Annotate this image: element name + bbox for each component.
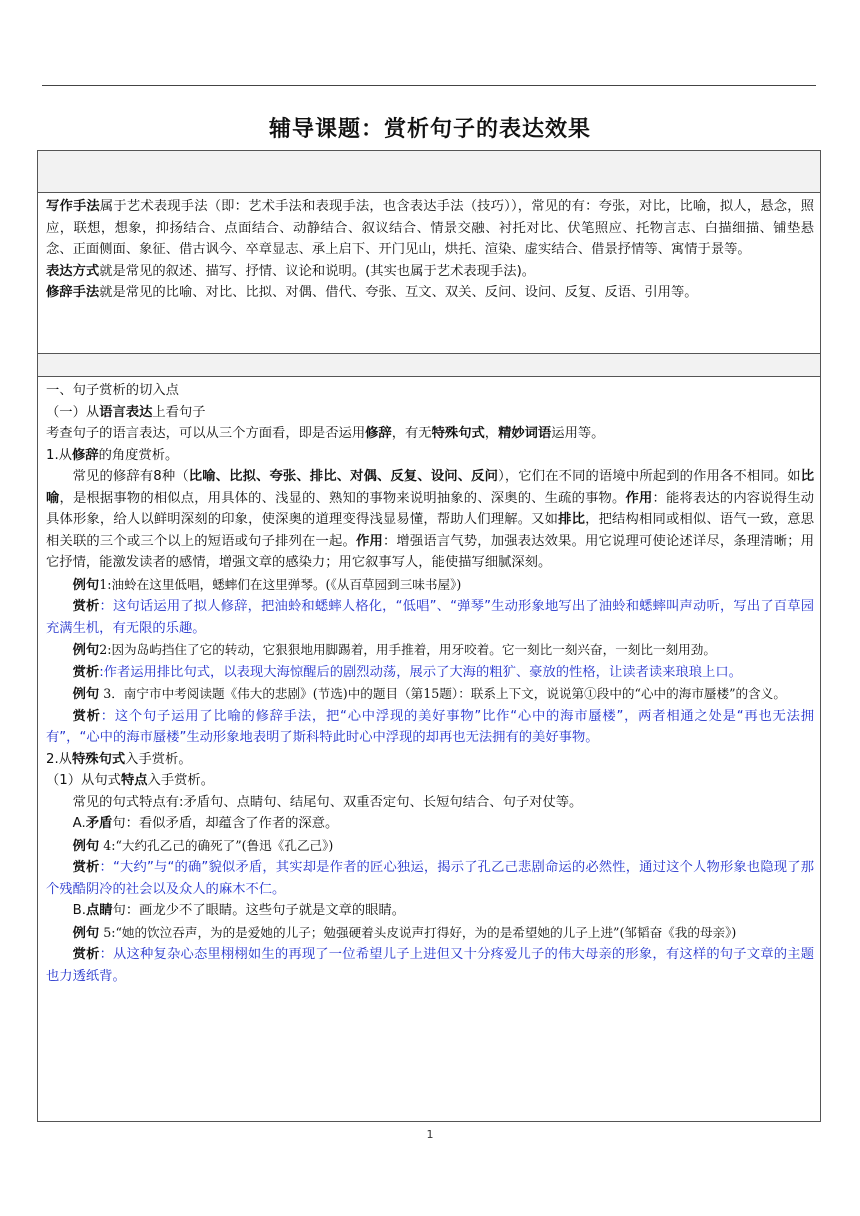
analysis-5: 赏析：从这种复杂心态里栩栩如生的再现了一位希望儿子上进但又十分疼爱儿子的伟大母亲的形象，有这样的句子文章的主题也力透纸背。: [46, 947, 815, 984]
header-rule: [42, 85, 816, 86]
table-header-band: [38, 151, 820, 193]
analysis-3: 赏析：这个句子运用了比喻的修辞手法，把“心中浮现的美好事物”比作“心中的海市蜃楼”，两者相通之处是“再也无法拥有”，“心中的海市蜃楼”生动形象地表明了斯科特此时心中浮现的却再也无法拥有的美好事物。: [46, 708, 814, 745]
table-divider-band: [38, 353, 820, 377]
example-5: 例句 5:“她的饮泣吞声，为的是爱她的儿子；勉强硬着头皮说声打得好，为的是希望她的儿子上进”(邹韬奋《我的母亲》): [72, 924, 737, 941]
sentence-types-para: 常见的句式特点有:矛盾句、点睛句、结尾句、双重否定句、长短句结合、句子对仗等。: [72, 794, 583, 810]
heading-4: 2.从特殊句式入手赏析。: [46, 751, 192, 767]
contradiction-para: A.矛盾句：看似矛盾，却蕴含了作者的深意。: [72, 816, 339, 831]
example-1: 例句1:油蛉在这里低唱，蟋蟀们在这里弹琴。(《从百草园到三味书屋》): [72, 576, 462, 593]
example-2: 例句2:因为岛屿挡住了它的转动，它狠狠地用脚踢着，用手推着，用牙咬着。它一刻比一刻兴奋，一刻比一刻用劲。: [72, 642, 716, 658]
heading-1: 一、句子赏析的切入点: [46, 383, 179, 398]
analysis-1: 赏析：这句话运用了拟人修辞，把油蛉和蟋蟀人格化，“低唱”、“弹琴”生动形象地写出了油蛉和蟋蟀叫声动听，写出了百草园充满生机，有无限的乐趣。: [46, 599, 814, 636]
rhetoric-detail-para: 常见的修辞有8种（比喻、比拟、夸张、排比、对偶、反复、设问、反问），它们在不同的语境中所起到的作用各不相同。如比喻，是根据事物的相似点，用具体的、浅显的、熟知的事物来说明抽象的、深奥的、生疏的事物。作用：能将表达的内容说得生动具体形象，给人以鲜明深刻的印象，使深奥的道理变得浅显易懂，帮助人们理解。又如排比，把结构相同或相似、语气一致，意思相关联的三个或三个以上的短语或句子排列在一起。作用：增强语言气势，加强表达效果。用它说理可使论述详尽，条理清晰；用它抒情，能激发读者的感情，增强文章的感染力；用它叙事写人，能使描写细腻深刻。: [46, 469, 815, 570]
heading-2: （一）从语言表达上看句子: [46, 404, 206, 420]
example-3: 例句 3．南宁市中考阅读题《伟大的悲剧》(节选)中的题目（第15题）：联系上下文，说说第①段中的“心中的海市蜃楼”的含义。: [72, 686, 786, 702]
intro-section: [46, 196, 814, 304]
keypoint-para: B.点睛句：画龙少不了眼睛。这些句子就是文章的眼睛。: [72, 903, 406, 918]
heading-3: 1.从修辞的角度赏析。: [46, 447, 179, 463]
example-4: 例句 4:“大约孔乙己的确死了”(鲁迅《孔乙己》): [72, 837, 334, 854]
content-table: [37, 150, 821, 1122]
main-section: [46, 380, 814, 987]
rhetoric-para: 修辞手法就是常见的比喻、对比、比拟、对偶、借代、夸张、互文、双关、反问、设问、反复、反语、引用等。: [46, 285, 698, 300]
overview-para: 考查句子的语言表达，可以从三个方面看，即是否运用修辞，有无特殊句式，精妙词语运用等。: [46, 426, 605, 441]
heading-5: （1）从句式特点入手赏析。: [46, 773, 215, 788]
writing-technique-para: 写作手法属于艺术表现手法（即：艺术手法和表现手法，也含表达手法（技巧）），常见的有：夸张，对比，比喻，拟人，悬念，照应，联想，想象，抑扬结合、点面结合、动静结合、叙议结合、情景交融、衬托对比、伏笔照应、托物言志、白描细描、铺垫悬念、正面侧面、象征、借古讽今、卒章显志、承上启下、开门见山，烘托、渲染、虚实结合、借景抒情等、寓情于景等。: [46, 199, 815, 257]
analysis-4: 赏析：“大约”与“的确”貌似矛盾，其实却是作者的匠心独运，揭示了孔乙己悲剧命运的必然性，通过这个人物形象也隐现了那个残酷阴冷的社会以及众人的麻木不仁。: [46, 860, 814, 897]
analysis-2: 赏析:作者运用排比句式，以表现大海惊醒后的剧烈动荡，展示了大海的粗犷、豪放的性格，让读者读来琅琅上口。: [72, 664, 742, 680]
page-title: 辅导课题：赏析句子的表达效果: [268, 117, 591, 142]
page-number: 1: [426, 1128, 434, 1141]
expression-para: 表达方式就是常见的叙述、描写、抒情、议论和说明。(其实也属于艺术表现手法)。: [46, 263, 536, 279]
